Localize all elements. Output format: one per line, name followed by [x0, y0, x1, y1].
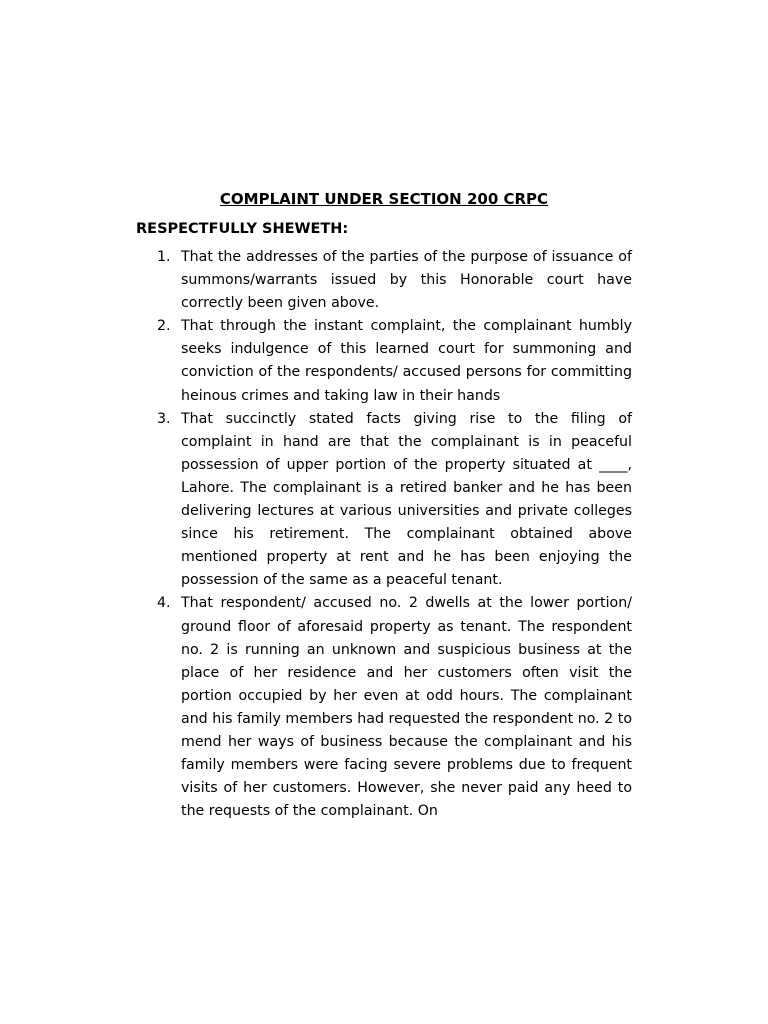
paragraph-text: That through the instant complaint, the complainant humbly seeks indulgence of this learned court for summoning and conviction of the respondents/ accused persons for committing heinous crimes and taking law in their hands — [181, 318, 632, 404]
paragraph-number: 2. — [157, 318, 171, 335]
paragraph-3 — [136, 408, 632, 593]
document-title: COMPLAINT UNDER SECTION 200 CRPC — [219, 190, 549, 208]
paragraph-text: That succinctly stated facts giving rise to the filing of complaint in hand are that the complainant is in peaceful possession of upper portion of the property situated at ____, Lahore. The complainant is a retired banker and he has been delivering lectures at various universities and private colleges since his retirement. The complainant obtained above mentioned property at rent and he has been enjoying the possession of the same as a peaceful tenant. — [181, 410, 632, 589]
paragraph-list — [136, 246, 632, 823]
paragraph-1 — [136, 246, 632, 315]
paragraph-text: That the addresses of the parties of the purpose of issuance of summons/warrants issued by this Honorable court have correctly been given above. — [181, 249, 632, 312]
paragraph-number: 1. — [157, 249, 171, 265]
paragraph-number: 4. — [157, 595, 171, 612]
section-heading: RESPECTFULLY SHEWETH: — [136, 221, 349, 237]
paragraph-number: 3. — [157, 410, 171, 427]
paragraph-2 — [136, 315, 632, 407]
paragraph-4 — [136, 592, 632, 823]
paragraph-text: That respondent/ accused no. 2 dwells at the lower portion/ ground floor of aforesaid property as tenant. The respondent no. 2 is running an unknown and suspicious business at the place of her residence and her customers often visit the portion occupied by her even at odd hours. The complainant and his family members had requested the respondent no. 2 to mend her ways of business because the complainant and his family members were facing severe problems due to frequent visits of her customers. However, she never paid any heed to the requests of the complainant. On — [181, 595, 632, 820]
